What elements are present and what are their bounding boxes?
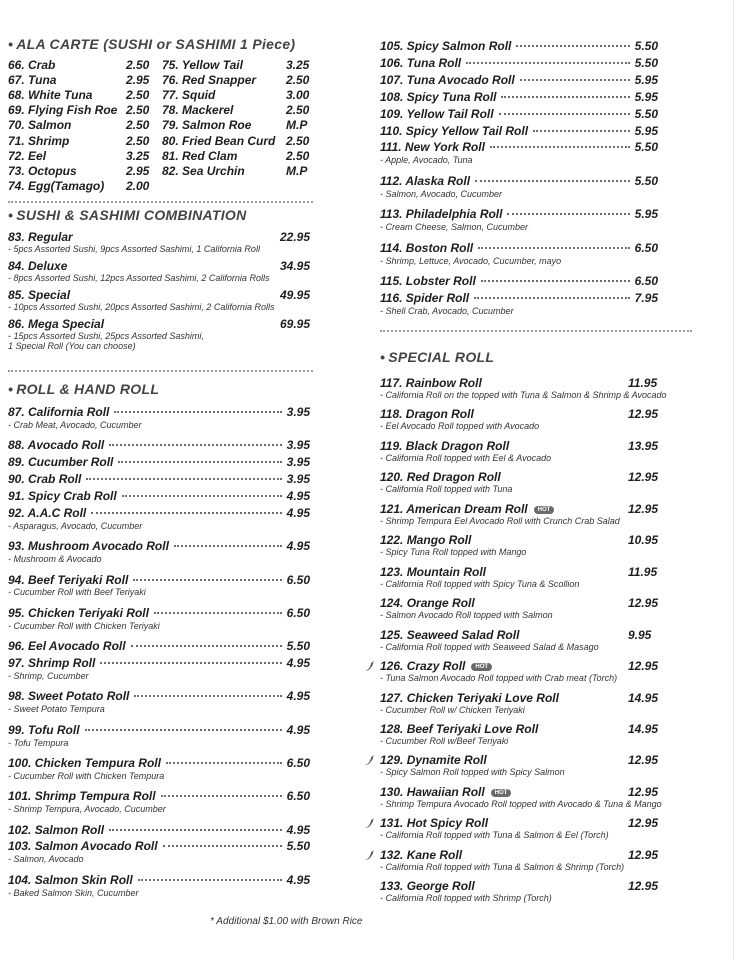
roll-item bbox=[8, 539, 310, 554]
dot-leader bbox=[516, 45, 629, 47]
a-la-carte-row bbox=[8, 73, 313, 88]
item-price: 3.00 bbox=[286, 88, 310, 103]
item-name: 77. Squid bbox=[162, 88, 216, 103]
special-roll-item bbox=[380, 753, 692, 768]
item-name: 133. George Roll bbox=[380, 879, 475, 894]
page-edge-line bbox=[733, 0, 734, 960]
item-price: 4.95 bbox=[286, 539, 310, 554]
item-price: 2.50 bbox=[126, 118, 150, 133]
dot-leader bbox=[481, 280, 630, 282]
item-name: 118. Dragon Roll bbox=[380, 407, 474, 422]
item-description: - Cucumber Roll with Chicken Teriyaki bbox=[8, 620, 160, 631]
item-name: 129. Dynamite Roll bbox=[380, 753, 487, 768]
dot-leader bbox=[466, 62, 630, 64]
dot-leader bbox=[134, 695, 281, 697]
roll-item bbox=[8, 756, 310, 771]
item-name: 113. Philadelphia Roll bbox=[380, 207, 503, 222]
item-description: - Cream Cheese, Salmon, Cucumber bbox=[380, 222, 529, 233]
roll-item bbox=[8, 656, 310, 671]
bullet-icon: • bbox=[8, 207, 14, 223]
item-name: 74. Egg(Tamago) bbox=[8, 178, 105, 193]
bullet-icon: • bbox=[8, 36, 14, 52]
item-price: 2.50 bbox=[126, 133, 150, 148]
item-price: 5.50 bbox=[634, 55, 658, 70]
item-description: - Crab Meat, Avocado, Cucumber bbox=[8, 419, 142, 430]
item-description: - 5pcs Assorted Sushi, 9pcs Assorted Sashimi, 1 California Roll bbox=[8, 244, 260, 254]
roll-item bbox=[8, 573, 310, 588]
dot-leader bbox=[114, 411, 281, 413]
item-description: - California Roll topped with Spicy Tuna & Scollion bbox=[380, 578, 580, 589]
item-price: 12.95 bbox=[628, 470, 659, 485]
roll-item bbox=[380, 291, 658, 306]
item-description: - Cucumber Roll with Chicken Tempura bbox=[8, 770, 165, 781]
combination-item bbox=[8, 288, 310, 312]
roll-hand-title: ROLL & HAND ROLL bbox=[16, 381, 160, 397]
item-name: 130. Hawaiian Roll HOT bbox=[380, 785, 511, 799]
item-description: - Sweet Potato Tempura bbox=[8, 704, 105, 715]
roll-item bbox=[8, 455, 310, 470]
item-price: 11.95 bbox=[628, 564, 658, 579]
special-roll-item bbox=[380, 439, 692, 454]
roll-item bbox=[380, 107, 658, 122]
item-name: 68. White Tuna bbox=[8, 88, 93, 103]
item-price: 2.95 bbox=[126, 163, 150, 178]
roll-item bbox=[8, 723, 310, 738]
dot-leader bbox=[131, 645, 282, 647]
item-price: 69.95 bbox=[279, 317, 310, 331]
a-la-carte-row bbox=[8, 164, 313, 179]
item-price: 12.95 bbox=[628, 753, 659, 768]
item-name: 126. Crazy Roll HOT bbox=[380, 659, 492, 673]
item-name: 75. Yellow Tail bbox=[162, 58, 243, 72]
item-name: 125. Seaweed Salad Roll bbox=[380, 627, 520, 642]
special-roll-item bbox=[380, 691, 692, 706]
dot-leader bbox=[533, 130, 630, 132]
dot-leader bbox=[174, 545, 282, 547]
item-name: 103. Salmon Avocado Roll bbox=[8, 839, 158, 854]
special-roll-item bbox=[380, 533, 692, 548]
item-name: 104. Salmon Skin Roll bbox=[8, 872, 133, 887]
section-divider bbox=[8, 370, 313, 372]
item-name: 92. A.A.C Roll bbox=[8, 505, 87, 520]
roll-item bbox=[8, 839, 310, 854]
roll-item bbox=[380, 174, 658, 189]
item-name: 107. Tuna Avocado Roll bbox=[380, 72, 515, 87]
item-price: 2.95 bbox=[126, 73, 150, 88]
special-roll-item bbox=[380, 628, 692, 643]
item-name: 109. Yellow Tail Roll bbox=[380, 106, 494, 121]
roll-item bbox=[380, 124, 658, 139]
item-description: - California Roll topped with Seaweed Salad & Masago bbox=[380, 641, 599, 652]
item-name: 79. Salmon Roe bbox=[162, 118, 252, 133]
item-price: 3.25 bbox=[126, 148, 150, 163]
item-name: 93. Mushroom Avocado Roll bbox=[8, 539, 169, 554]
special-roll-item bbox=[380, 659, 692, 674]
item-description: 1 Special Roll (You can choose) bbox=[8, 341, 136, 351]
item-price: 6.50 bbox=[286, 789, 310, 804]
roll-item bbox=[8, 823, 310, 838]
special-roll-item bbox=[380, 470, 692, 485]
roll-item bbox=[8, 472, 310, 487]
dot-leader bbox=[520, 79, 630, 81]
item-price: 49.95 bbox=[279, 288, 310, 302]
item-price: 4.95 bbox=[286, 872, 310, 887]
item-name: 122. Mango Roll bbox=[380, 533, 472, 548]
item-name: 120. Red Dragon Roll bbox=[380, 470, 501, 485]
item-description: - Tofu Tempura bbox=[8, 737, 69, 748]
dot-leader bbox=[118, 461, 281, 463]
item-price: 12.95 bbox=[628, 501, 659, 516]
item-description: - Eel Avocado Roll topped with Avocado bbox=[380, 421, 540, 432]
a-la-carte-row bbox=[8, 118, 313, 133]
special-roll-item bbox=[380, 596, 692, 611]
roll-item bbox=[380, 274, 658, 289]
item-description: - California Roll topped with Tuna & Salmon & Shrimp (Torch) bbox=[380, 861, 625, 872]
roll-item bbox=[380, 140, 658, 155]
item-price: 6.50 bbox=[286, 572, 310, 587]
a-la-carte-row bbox=[8, 179, 313, 194]
item-price: 2.50 bbox=[286, 73, 310, 88]
special-roll-item bbox=[380, 407, 692, 422]
item-name: 90. Crab Roll bbox=[8, 472, 82, 487]
item-description: - Spicy Tuna Roll topped with Mango bbox=[380, 547, 527, 558]
item-price: 12.95 bbox=[628, 659, 659, 674]
section-title-combination bbox=[8, 207, 247, 223]
dot-leader bbox=[507, 213, 629, 215]
item-price: 11.95 bbox=[628, 376, 658, 390]
roll-item bbox=[8, 689, 310, 704]
footnote: * Additional $1.00 with Brown Rice bbox=[210, 916, 363, 927]
item-name: 76. Red Snapper bbox=[162, 73, 257, 88]
item-price: 14.95 bbox=[628, 690, 659, 705]
chili-pepper-icon bbox=[364, 849, 376, 861]
dot-leader bbox=[499, 113, 630, 115]
dot-leader bbox=[91, 512, 281, 514]
item-name: 95. Chicken Teriyaki Roll bbox=[8, 605, 149, 620]
item-price: 2.50 bbox=[126, 88, 150, 103]
item-price: 2.00 bbox=[126, 178, 150, 193]
item-price: 9.95 bbox=[628, 627, 652, 642]
item-price: 10.95 bbox=[628, 533, 659, 548]
item-name: 72. Eel bbox=[8, 148, 47, 163]
dot-leader bbox=[86, 478, 281, 480]
item-name: 127. Chicken Teriyaki Love Roll bbox=[380, 690, 559, 705]
item-description: - Mushroom & Avocado bbox=[8, 554, 102, 565]
item-name: 110. Spicy Yellow Tail Roll bbox=[380, 123, 529, 138]
dot-leader bbox=[478, 247, 630, 249]
item-name: 123. Mountain Roll bbox=[380, 564, 487, 579]
item-name: 83. Regular bbox=[8, 230, 73, 244]
dot-leader bbox=[501, 96, 629, 98]
item-price: 5.50 bbox=[634, 140, 658, 155]
item-name: 99. Tofu Roll bbox=[8, 722, 80, 737]
item-price: 6.50 bbox=[286, 605, 310, 620]
item-price: 5.50 bbox=[634, 106, 658, 121]
item-price: M.P bbox=[286, 163, 308, 178]
item-price: 14.95 bbox=[628, 721, 659, 736]
item-name: 105. Spicy Salmon Roll bbox=[380, 39, 512, 53]
item-price: 3.95 bbox=[286, 438, 310, 453]
special-roll-item bbox=[380, 502, 692, 517]
item-description: - Salmon, Avocado bbox=[8, 854, 84, 865]
item-description: - Apple, Avocado, Tuna bbox=[380, 155, 473, 166]
item-price: 4.95 bbox=[286, 722, 310, 737]
item-name: 100. Chicken Tempura Roll bbox=[8, 755, 161, 770]
item-price: 6.50 bbox=[634, 240, 658, 255]
chili-pepper-icon bbox=[364, 754, 376, 766]
item-price: 2.50 bbox=[126, 103, 150, 118]
special-roll-item bbox=[380, 848, 692, 863]
item-price: 2.50 bbox=[286, 148, 310, 163]
dot-leader bbox=[138, 879, 282, 881]
item-price: 12.95 bbox=[628, 596, 659, 611]
roll-item bbox=[380, 90, 658, 105]
item-name: 132. Kane Roll bbox=[380, 847, 463, 862]
item-name: 67. Tuna bbox=[8, 73, 57, 88]
dot-leader bbox=[133, 579, 281, 581]
item-name: 111. New York Roll bbox=[380, 140, 485, 155]
item-price: 5.50 bbox=[286, 639, 310, 654]
special-roll-item bbox=[380, 879, 692, 894]
combination-item bbox=[8, 259, 310, 283]
roll-item bbox=[8, 506, 310, 521]
item-name: 116. Spider Roll bbox=[380, 290, 470, 305]
section-title-special bbox=[380, 349, 494, 365]
dot-leader bbox=[166, 762, 282, 764]
section-divider bbox=[380, 330, 692, 332]
item-price: 13.95 bbox=[628, 438, 659, 453]
item-price: 6.50 bbox=[286, 755, 310, 770]
item-price: M.P bbox=[286, 118, 308, 133]
item-name: 89. Cucumber Roll bbox=[8, 455, 114, 470]
item-description: - Shrimp Tempura Avocado Roll topped with Avocado & Tuna & Mango bbox=[380, 798, 662, 809]
dot-leader bbox=[85, 729, 282, 731]
item-price: 4.95 bbox=[286, 505, 310, 520]
item-name: 80. Fried Bean Curd bbox=[162, 133, 276, 148]
item-price: 6.50 bbox=[634, 274, 658, 288]
roll-item bbox=[380, 73, 658, 88]
item-description: - California Roll topped with Tuna bbox=[380, 484, 513, 495]
item-name: 71. Shrimp bbox=[8, 133, 70, 148]
item-price: 12.95 bbox=[628, 784, 659, 799]
item-price: 5.95 bbox=[634, 207, 658, 222]
item-price: 3.95 bbox=[286, 472, 310, 487]
bullet-icon: • bbox=[380, 349, 386, 365]
a-la-carte-row bbox=[8, 58, 313, 73]
special-roll-item bbox=[380, 816, 692, 831]
item-description: - Shrimp, Lettuce, Avocado, Cucumber, mayo bbox=[380, 255, 562, 266]
item-description: - Salmon, Avocado, Cucumber bbox=[380, 188, 503, 199]
section-title-roll-hand bbox=[8, 381, 159, 397]
item-description: - California Roll topped with Shrimp (Torch) bbox=[380, 893, 552, 904]
dot-leader bbox=[490, 146, 630, 148]
special-roll-item bbox=[380, 565, 692, 580]
hot-badge: HOT bbox=[491, 789, 512, 797]
item-description: - Cucumber Roll w/Beef Teriyaki bbox=[380, 735, 509, 746]
item-description: - Baked Salmon Skin, Cucumber bbox=[8, 887, 139, 898]
item-description: - Asparagus, Avocado, Cucumber bbox=[8, 520, 143, 531]
special-roll-item bbox=[380, 722, 692, 737]
dot-leader bbox=[100, 662, 281, 664]
roll-item bbox=[380, 241, 658, 256]
item-name: 82. Sea Urchin bbox=[162, 163, 245, 178]
dot-leader bbox=[109, 829, 282, 831]
item-description: - California Roll topped with Eel & Avocado bbox=[380, 452, 552, 463]
item-description: - Shrimp Tempura, Avocado, Cucumber bbox=[8, 804, 166, 815]
item-description: - 15pcs Assorted Sushi, 25pcs Assorted Sashimi, bbox=[8, 331, 204, 341]
item-price: 5.95 bbox=[634, 72, 658, 87]
item-price: 3.25 bbox=[286, 58, 310, 72]
item-name: 81. Red Clam bbox=[162, 148, 238, 163]
section-divider bbox=[8, 201, 313, 203]
item-description: - Shell Crab, Avocado, Cucumber bbox=[380, 305, 514, 316]
roll-item bbox=[8, 405, 310, 420]
item-name: 119. Black Dragon Roll bbox=[380, 438, 510, 453]
item-name: 106. Tuna Roll bbox=[380, 55, 462, 70]
item-name: 124. Orange Roll bbox=[380, 596, 475, 611]
item-name: 115. Lobster Roll bbox=[380, 274, 476, 288]
a-la-carte-row bbox=[8, 88, 313, 103]
item-price: 12.95 bbox=[628, 847, 659, 862]
dot-leader bbox=[122, 495, 282, 497]
roll-item bbox=[8, 438, 310, 453]
item-price: 5.50 bbox=[286, 839, 310, 854]
combination-item bbox=[8, 317, 310, 351]
roll-item bbox=[8, 606, 310, 621]
item-name: 87. California Roll bbox=[8, 405, 110, 419]
roll-item bbox=[8, 639, 310, 654]
item-price: 2.50 bbox=[126, 58, 150, 72]
item-name: 101. Shrimp Tempura Roll bbox=[8, 789, 156, 804]
item-description: - Salmon Avocado Roll topped with Salmon bbox=[380, 610, 553, 621]
chili-pepper-icon bbox=[364, 660, 376, 672]
item-name: 91. Spicy Crab Roll bbox=[8, 489, 117, 503]
item-description: - 8pcs Assorted Sushi, 12pcs Assorted Sashimi, 2 California Rolls bbox=[8, 273, 270, 283]
item-price: 7.95 bbox=[634, 290, 658, 305]
roll-item bbox=[380, 39, 658, 54]
item-name: 121. American Dream Roll HOT bbox=[380, 502, 554, 516]
item-name: 112. Alaska Roll bbox=[380, 173, 471, 188]
item-price: 5.50 bbox=[634, 173, 658, 188]
dot-leader bbox=[161, 795, 282, 797]
item-name: 86. Mega Special bbox=[8, 317, 105, 331]
roll-item bbox=[380, 56, 658, 71]
item-name: 69. Flying Fish Roe bbox=[8, 103, 118, 118]
dot-leader bbox=[163, 845, 282, 847]
item-name: 128. Beef Teriyaki Love Roll bbox=[380, 721, 539, 736]
item-name: 70. Salmon bbox=[8, 118, 72, 133]
section-title-a-la-carte bbox=[8, 36, 295, 52]
item-price: 2.50 bbox=[286, 103, 310, 118]
special-roll-item bbox=[380, 785, 692, 800]
item-description: - California Roll on the topped with Tuna & Salmon & Shrimp & Avocado bbox=[380, 390, 667, 400]
item-price: 2.50 bbox=[286, 133, 310, 148]
item-name: 94. Beef Teriyaki Roll bbox=[8, 572, 129, 587]
item-price: 22.95 bbox=[279, 230, 310, 244]
item-name: 84. Deluxe bbox=[8, 259, 68, 273]
item-price: 12.95 bbox=[628, 407, 659, 422]
item-name: 78. Mackerel bbox=[162, 103, 234, 118]
item-name: 97. Shrimp Roll bbox=[8, 656, 96, 670]
item-price: 34.95 bbox=[279, 259, 310, 273]
dot-leader bbox=[474, 297, 630, 299]
item-description: - Spicy Salmon Roll topped with Spicy Salmon bbox=[380, 767, 565, 778]
item-price: 4.95 bbox=[286, 822, 310, 837]
item-name: 98. Sweet Potato Roll bbox=[8, 689, 130, 704]
a-la-carte-row bbox=[8, 149, 313, 164]
item-name: 88. Avocado Roll bbox=[8, 438, 105, 453]
item-description: - Tuna Salmon Avocado Roll topped with Crab meat (Torch) bbox=[380, 673, 618, 684]
roll-item bbox=[380, 207, 658, 222]
a-la-carte-title: ALA CARTE (SUSHI or SASHIMI 1 Piece) bbox=[16, 36, 296, 52]
item-description: - Cucumber Roll w/ Chicken Teriyaki bbox=[380, 704, 525, 715]
item-price: 3.95 bbox=[286, 405, 310, 419]
item-name: 131. Hot Spicy Roll bbox=[380, 816, 489, 831]
item-price: 4.95 bbox=[286, 489, 310, 503]
a-la-carte-row bbox=[8, 103, 313, 118]
item-price: 12.95 bbox=[628, 816, 659, 831]
dot-leader bbox=[475, 180, 630, 182]
combination-title: SUSHI & SASHIMI COMBINATION bbox=[16, 207, 247, 223]
item-price: 4.95 bbox=[286, 656, 310, 670]
item-price: 5.95 bbox=[634, 123, 658, 138]
item-price: 4.95 bbox=[286, 689, 310, 704]
item-name: 102. Salmon Roll bbox=[8, 822, 105, 837]
item-description: - California Roll topped with Tuna & Salmon & Eel (Torch) bbox=[380, 830, 609, 841]
item-name: 73. Octopus bbox=[8, 163, 77, 178]
item-price: 3.95 bbox=[286, 455, 310, 470]
roll-item bbox=[8, 789, 310, 804]
dot-leader bbox=[109, 444, 281, 446]
item-name: 96. Eel Avocado Roll bbox=[8, 639, 126, 654]
dot-leader bbox=[154, 612, 282, 614]
special-title: SPECIAL ROLL bbox=[388, 349, 495, 365]
item-price: 5.50 bbox=[634, 39, 658, 53]
hot-badge: HOT bbox=[534, 506, 555, 514]
item-price: 12.95 bbox=[628, 879, 659, 894]
item-name: 117. Rainbow Roll bbox=[380, 376, 482, 390]
bullet-icon: • bbox=[8, 381, 14, 397]
combination-item bbox=[8, 230, 310, 254]
chili-pepper-icon bbox=[364, 817, 376, 829]
item-name: 85. Special bbox=[8, 288, 71, 302]
item-description: - Shrimp, Cucumber bbox=[8, 670, 89, 681]
item-description: - Cucumber Roll with Beef Teriyaki bbox=[8, 587, 146, 598]
roll-item bbox=[8, 489, 310, 504]
roll-item bbox=[8, 873, 310, 888]
item-description: - Shrimp Tempura Eel Avocado Roll with Crunch Crab Salad bbox=[380, 515, 620, 526]
a-la-carte-row bbox=[8, 134, 313, 149]
item-description: - 10pcs Assorted Sushi, 20pcs Assorted Sashimi, 2 California Rolls bbox=[8, 302, 275, 312]
item-name: 114. Boston Roll bbox=[380, 240, 474, 255]
special-roll-item bbox=[380, 376, 692, 391]
item-price: 5.95 bbox=[634, 89, 658, 104]
hot-badge: HOT bbox=[471, 663, 492, 671]
item-name: 66. Crab bbox=[8, 58, 56, 72]
item-name: 108. Spicy Tuna Roll bbox=[380, 89, 497, 104]
